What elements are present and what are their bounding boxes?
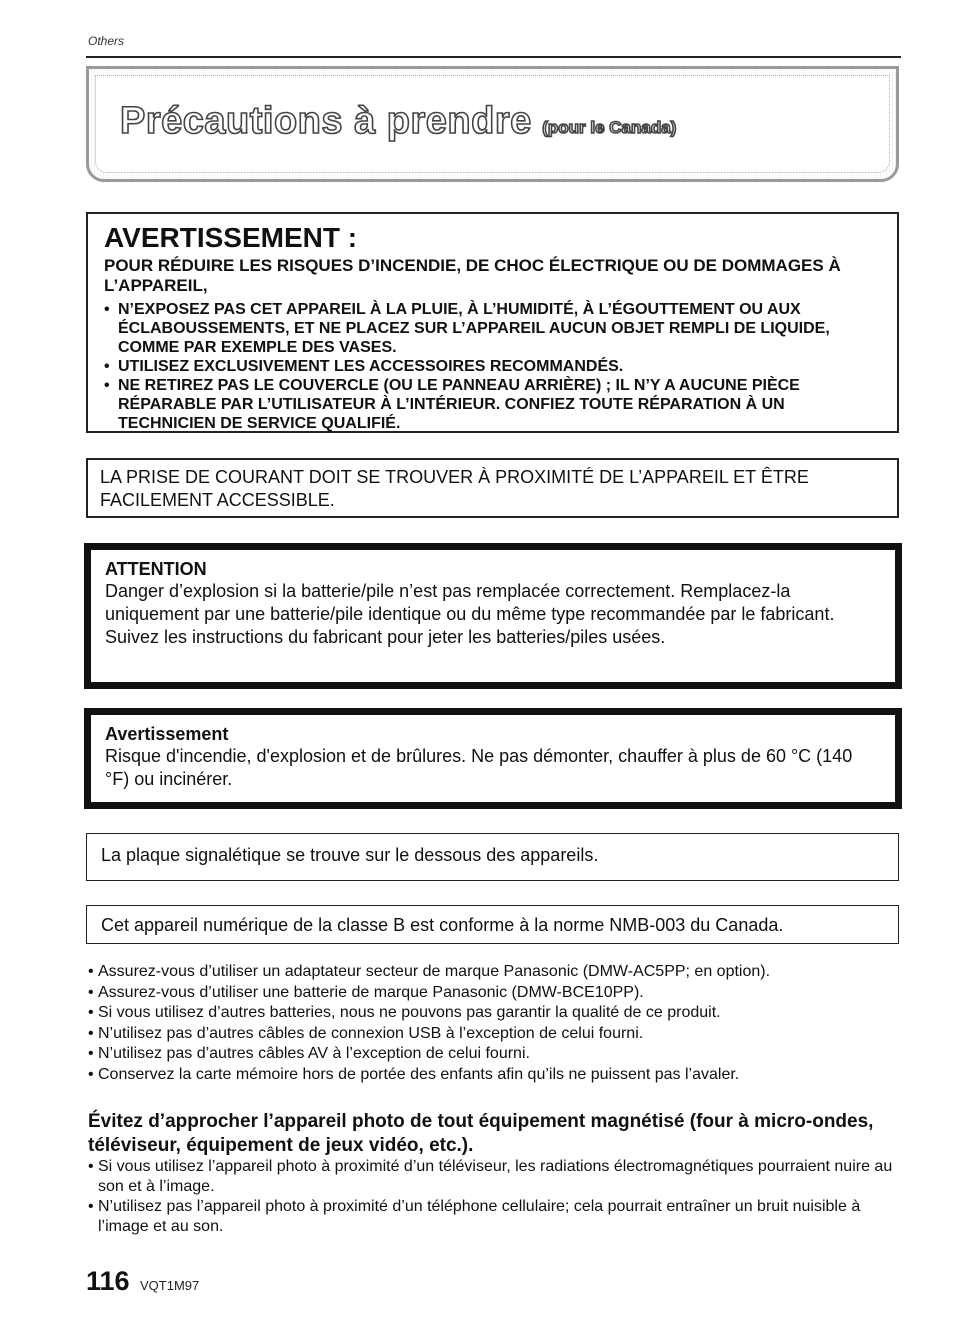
list-item: • N’utilisez pas d’autres câbles de connexion USB à l’exception de celui fourni. xyxy=(88,1024,903,1045)
page-number: 116 xyxy=(86,1266,130,1296)
header-rule xyxy=(86,56,901,58)
list-item: • Conservez la carte mémoire hors de portée des enfants afin qu’ils ne puissent pas l’avaler. xyxy=(88,1065,903,1086)
document-code: VQT1M97 xyxy=(140,1278,200,1293)
warning-box xyxy=(86,212,899,433)
magnetic-heading: Évitez d’approcher l’appareil photo de tout équipement magnétisé (four à micro-ondes, téléviseur, équipement de jeux vidéo, etc.). xyxy=(88,1111,874,1156)
list-item: • Si vous utilisez d’autres batteries, nous ne pouvons pas garantir la qualité de ce produit. xyxy=(88,1003,903,1024)
attention-title: ATTENTION xyxy=(105,559,207,579)
warning-list xyxy=(104,300,881,433)
warning-item: • N’EXPOSEZ PAS CET APPAREIL À LA PLUIE, À L’HUMIDITÉ, À L’ÉGOUTTEMENT OU AUX ÉCLABOUSSEMENTS, ET NE PLACEZ SUR L’APPAREIL AUCUN OBJET REMPLI DE LIQUIDE, COMME PAR EXEMPLE DES VASES. xyxy=(104,300,881,357)
list-item: • Si vous utilisez l’appareil photo à proximité d’un téléviseur, les radiations électromagnétiques pourraient nuire au son et à l’image. xyxy=(88,1157,903,1197)
precaution-list xyxy=(88,962,903,1086)
section-label: Others xyxy=(88,34,125,48)
page-title-main: Précautions à prendre xyxy=(120,100,532,142)
rating-plate-box: La plaque signalétique se trouve sur le dessous des appareils. xyxy=(86,833,899,881)
page-footer xyxy=(86,1266,199,1297)
avertissement-title: Avertissement xyxy=(105,724,229,744)
warning-item: • UTILISEZ EXCLUSIVEMENT LES ACCESSOIRES RECOMMANDÉS. xyxy=(104,357,881,376)
list-item: • Assurez-vous d’utiliser un adaptateur secteur de marque Panasonic (DMW-AC5PP; en option). xyxy=(88,962,903,983)
title-banner xyxy=(86,66,899,182)
warning-title: AVERTISSEMENT : xyxy=(104,222,358,253)
attention-box xyxy=(84,543,902,689)
list-item: • N’utilisez pas l’appareil photo à proximité d’un téléphone cellulaire; cela pourrait entraîner un bruit nuisible à l’image et au son. xyxy=(88,1197,903,1237)
warning-item: • NE RETIREZ PAS LE COUVERCLE (OU LE PANNEAU ARRIÈRE) ; IL N’Y A AUCUNE PIÈCE RÉPARABLE PAR L’UTILISATEUR À L’INTÉRIEUR. CONFIEZ TOUTE RÉPARATION À UN TECHNICIEN DE SERVICE QUALIFIÉ. xyxy=(104,376,881,433)
title-banner-inner xyxy=(95,75,890,173)
avertissement-box xyxy=(84,708,902,809)
list-item: • Assurez-vous d’utiliser une batterie de marque Panasonic (DMW-BCE10PP). xyxy=(88,983,903,1004)
nmb-compliance-box: Cet appareil numérique de la classe B est conforme à la norme NMB-003 du Canada. xyxy=(86,905,899,944)
magnetic-list xyxy=(88,1157,903,1237)
warning-lead: POUR RÉDUIRE LES RISQUES D’INCENDIE, DE CHOC ÉLECTRIQUE OU DE DOMMAGES À L’APPAREIL, xyxy=(104,256,841,295)
page-title-sub: (pour le Canada) xyxy=(542,118,677,137)
attention-text-disposal: Suivez les instructions du fabricant pour jeter les batteries/piles usées. xyxy=(105,627,666,647)
page-title xyxy=(120,100,676,143)
avertissement-text: Risque d'incendie, d'explosion et de brûlures. Ne pas démonter, chauffer à plus de 60 °C (140 °F) ou incinérer. xyxy=(105,746,853,789)
list-item: • N’utilisez pas d’autres câbles AV à l’exception de celui fourni. xyxy=(88,1044,903,1065)
attention-text: Danger d’explosion si la batterie/pile n’est pas remplacée correctement. Remplacez-la uniquement par une batterie/pile identique ou du même type recommandée par le fabricant. xyxy=(105,581,835,624)
outlet-notice-box: LA PRISE DE COURANT DOIT SE TROUVER À PROXIMITÉ DE L’APPAREIL ET ÊTRE FACILEMENT ACCESSIBLE. xyxy=(86,458,899,518)
